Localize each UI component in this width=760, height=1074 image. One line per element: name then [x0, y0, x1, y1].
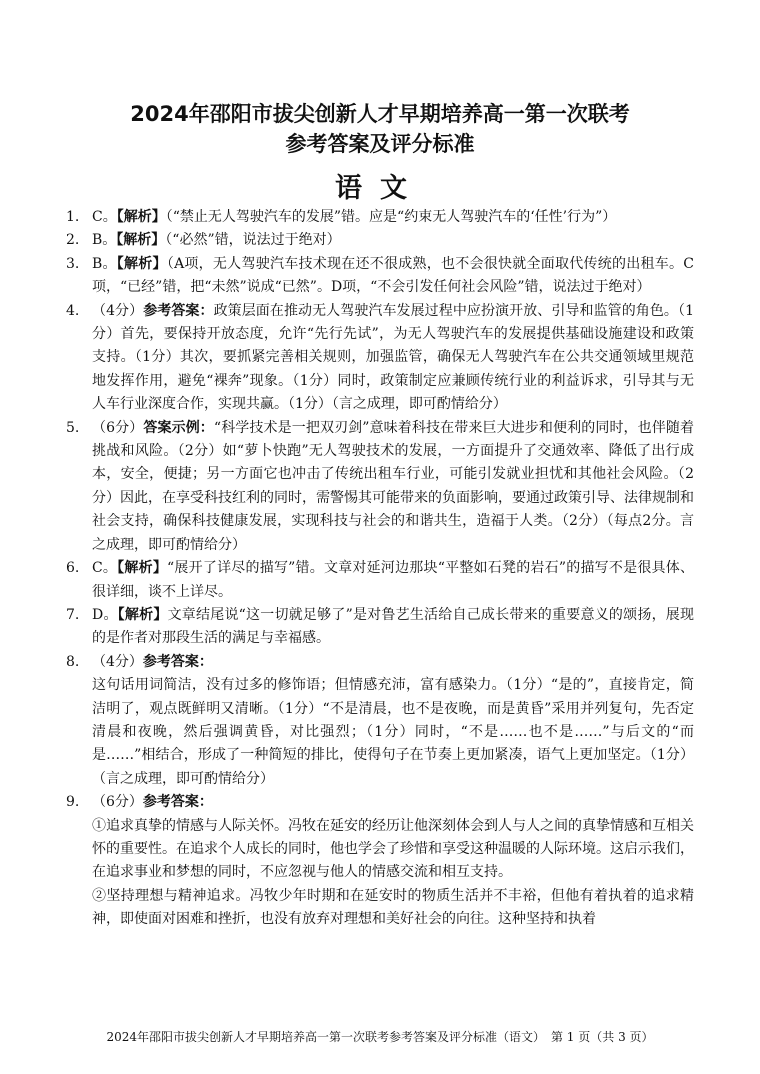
- answer-item-9-point-2: ②坚持理想与精神追求。冯牧少年时期和在延安时的物质生活并不丰裕，但他有着执着的追求精神，即使面对困难和挫折，也没有放弃对理想和美好社会的向往。这种坚持和执着: [92, 887, 694, 928]
- answer-item-7: 7. D。【解析】文章结尾说“这一切就足够了”是对鲁艺生活给自己成长带来的重要意义的颂扬，展现的是作者对那段生活的满足与幸福感。: [66, 606, 695, 647]
- answer-item-9-point-1: ①追求真挚的情感与人际关怀。冯牧在延安的经历让他深刻体会到人与人之间的真挚情感和互相关怀的重要性。在追求个人成长的同时，他也学会了珍惜和享受这种温暖的人际环境。这启示我们，在追求事业和梦想的同时，不应忽视与他人的情感交流和相互支持。: [92, 817, 694, 881]
- answer-item-6: 6. C。【解析】“展开了详尽的描写”错。文章对延河边那块“平整如石凳的岩石”的描写不是很具体、很详细，谈不上详尽。: [66, 560, 694, 600]
- answer-item-3: 3. B。【解析】（A项，无人驾驶汽车技术现在还不很成熟，也不会很快就全面取代传统的出租车。C项，“已经”错，把“未然”说成“已然”。D项，“不会引发任何社会风险”错，说法过于绝对）: [66, 255, 694, 296]
- document-title: 2024年邵阳市拔尖创新人才早期培养高一第一次联考: [130, 102, 630, 126]
- document-subtitle: 参考答案及评分标准: [285, 132, 475, 156]
- page-footer: 2024年邵阳市拔尖创新人才早期培养高一第一次联考参考答案及评分标准（语文） 第 1 页（共 3 页）: [106, 1030, 654, 1044]
- answer-item-5: 5. （6分）答案示例：“科学技术是一把双刃剑”意味着科技在带来巨大进步和便利的同时，也伴随着挑战和风险。（2分）如“萝卜快跑”无人驾驶技术的发展，一方面提升了交通效率、降低了出行成本，安全，便捷；另一方面它也冲击了传统出租车行业，可能引发就业担忧和其他社会风险。（2分）因此，在享受科技红利的同时，需警惕其可能带来的负面影响，要通过政策引导、法律规制和社会支持，确保科技健康发展，实现科技与社会的和谐共生，造福于人类。（2分）（每点2分。言之成理，即可酌情给分）: [66, 419, 695, 553]
- answer-list: [66, 206, 694, 932]
- answer-item-4: 4. （4分）参考答案：政策层面在推动无人驾驶汽车发展过程中应扮演开放、引导和监管的角色。（1分）首先，要保持开放态度，允许“先行先试”，为无人驾驶汽车的发展提供基础设施建设和政策支持。（1分）其次，要抓紧完善相关规则，加强监管，确保无人驾驶汽车在公共交通领域里规范地发挥作用，避免“裸奔”现象。（1分）同时，政策制定应兼顾传统行业的利益诉求，引导其与无人车行业深度合作，实现共赢。（1分）（言之成理，即可酌情给分）: [66, 302, 694, 413]
- answer-item-8-body: 这句话用词简洁，没有过多的修饰语；但情感充沛，富有感染力。（1分）“是的”，直接肯定，简洁明了，观点既鲜明又清晰。（1分）“不是清晨，也不是夜晚，而是黄昏”采用并列复句，先否定清晨和夜晚，然后强调黄昏，对比强烈；（1分）同时，“不是……也不是……”与后文的“而是……”相结合，形成了一种简短的排比，使得句子在节奏上更加紧凑，语气上更加坚定。（1分）（言之成理，即可酌情给分）: [92, 677, 694, 787]
- answer-item-9: 9. （6分）参考答案： ①追求真挚的情感与人际关怀。冯牧在延安的经历让他深刻体会到人与人之间的真挚情感和互相关怀的重要性。在追求个人成长的同时，他也学会了珍惜和享受这种温暖的人际环境。这启示我们，在追求事业和梦想的同时，不应忽视与他人的情感交流和相互支持。 ②坚持理想与精神追求。冯牧少年时期和在延安时的物质生活并不丰裕，但他有着执着的追求精神，即使面对困难和挫折，也没有放弃对理想和美好社会的向往。这种坚持和执着: [66, 791, 694, 931]
- subject-heading: 语文: [335, 173, 425, 204]
- answer-item-8: 8. （4分）参考答案： 这句话用词简洁，没有过多的修饰语；但情感充沛，富有感染力。（1分）“是的”，直接肯定，简洁明了，观点既鲜明又清晰。（1分）“不是清晨，也不是夜晚，而是黄昏”采用并列复句，先否定清晨和夜晚，然后强调黄昏，对比强烈；（1分）同时，“不是……也不是……”与后文的“而是……”相结合，形成了一种简短的排比，使得句子在节奏上更加紧凑，语气上更加坚定。（1分）（言之成理，即可酌情给分）: [66, 651, 694, 791]
- answer-item-1: 1. C。【解析】（“禁止无人驾驶汽车的发展”错。应是“约束无人驾驶汽车的‘任性’行为”）: [66, 209, 617, 225]
- answer-item-2: 2. B。【解析】（“必然”错，说法过于绝对）: [66, 232, 341, 249]
